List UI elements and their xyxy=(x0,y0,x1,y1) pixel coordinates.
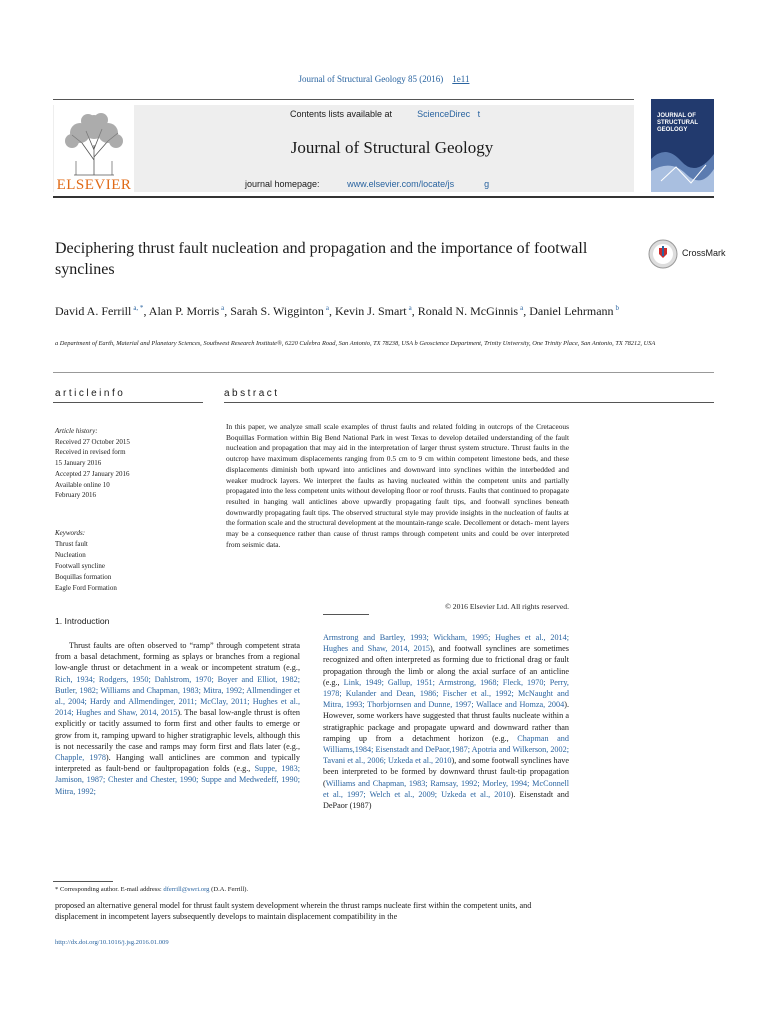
history-line: Accepted 27 January 2016 xyxy=(55,469,130,478)
body-text: ), and some footwall synclines have been interpreted to be formed by downward thrust fault-tip propagation ( xyxy=(323,756,569,788)
article-title: Deciphering thrust fault nucleation and propagation and the importance of footwall synclines xyxy=(55,240,588,278)
footnote-name: (D.A. Ferrill). xyxy=(209,886,249,893)
article-info-heading: articleinfo xyxy=(55,388,126,399)
author-affiliation-marker[interactable]: a xyxy=(520,304,524,312)
contents-prefix: Contents lists available at xyxy=(290,109,393,119)
history-label: Article history: xyxy=(55,427,98,435)
author-affiliations: a Department of Earth, Material and Planetary Sciences, Southwest Research Institute®, 6220 Culebra Road, San Antonio, TX 78238, USA b Geoscience Department, Trinity University, One Trinity Place, San Antonio, TX 78212, USA xyxy=(55,340,656,347)
history-line: February 2016 xyxy=(55,491,97,500)
journal-title: Journal of Structural Geology xyxy=(290,138,494,157)
cover-title: JOURNAL OF STRUCTURAL GEOLOGY xyxy=(657,113,698,133)
page-range-link[interactable]: 1e11 xyxy=(452,74,470,84)
citation-link[interactable]: Link, 1949; Gallup, 1951; Armstrong, 1968; Fleck, 1970; Perry, 1978; Kulander and Dean, 1986; Fischer et al., 1992; McNaught and Mitra, 1993; Thorbjornsen and Dunne, 1997; Wallace and Homza, 2004 xyxy=(323,677,569,710)
history-line: Received 27 October 2015 xyxy=(55,437,130,446)
contents-line xyxy=(290,109,480,119)
body-text: ). However, some workers have suggested that thrust faults nucleate within a stratigraphic package and propagate upward and downward rather than ramping up from a detachment horizon (e.g., xyxy=(323,700,569,743)
body-text: ). Eisenstadt and DePaor (1987) xyxy=(323,789,569,811)
homepage-label: journal homepage: xyxy=(245,179,320,189)
citation-link[interactable]: Williams and Chapman, 1983; Ramsay, 1992; Morley, 1994; McConnell et al., 1997; Welch et al., 2009; Uzkeda et al., 2010 xyxy=(323,778,569,799)
section-heading-introduction: 1. Introduction xyxy=(55,616,110,626)
article-history xyxy=(55,426,215,501)
keyword-item: Boquillas formation xyxy=(55,573,112,581)
author-affiliation-marker[interactable]: a xyxy=(408,304,412,312)
citation-link[interactable]: Armstrong and Bartley, 1993; Wickham, 1995; Hughes et al., 2014; Hughes and Shaw, 2014, 2015 xyxy=(323,633,569,654)
author-name[interactable]: Daniel Lehrmann xyxy=(529,304,614,318)
keywords-label: Keywords: xyxy=(55,529,86,537)
citation-link[interactable]: Chapple, 1978 xyxy=(55,753,106,763)
journal-homepage-link[interactable]: www.elsevier.com/locate/js g xyxy=(347,179,490,189)
author-affiliation-marker[interactable]: a xyxy=(325,304,329,312)
history-line: Received in revised form xyxy=(55,448,126,457)
elsevier-wordmark: ELSEVIER xyxy=(56,177,132,193)
info-top-rule xyxy=(53,372,714,373)
body-text: ). The basal low-angle thrust is often explicitly or tacitly assumed to form first and other faults to emerge or grow from it, ramping upward to higher stratigraphic levels, although this is not necessarily the case and ramps may form first and flats later (e.g., xyxy=(55,708,300,751)
abstract-rule xyxy=(224,402,714,403)
crossmark-icon xyxy=(648,237,678,271)
abstract-heading: abstract xyxy=(224,388,280,399)
header-rule xyxy=(53,99,634,100)
author-name[interactable]: Ronald N. McGinnis xyxy=(417,304,519,318)
footnote-rule xyxy=(53,881,113,882)
abstract-text: In this paper, we analyze small scale examples of thrust faults and related folding in outcrops of the Cretaceous Boquillas Formation within Big Bend National Park in west Texas to develop detailed understanding of the fault nucleation and propagation that may aid in the interpretation of larger thrust system structure. Thrust faults in the outcrop have maximum displacements ranging from 0.5 cm to 9 cm within competent limestone beds, and these displacements diminish both upward into anticlines and downward into synclines within the interbedded and weaker mudrock layers. We interpret the faults as having nucleated within the competent units and partially propagated into the less competent units without developing floor or roof thrusts. Faults that continued to propagate resulted in hanging wall anticlines above upwardly propagating fault tips, and footwall synclines beneath downwardly propagating fault tips. The observed structural style may provide insights in the nucleation of faults at the formation scale and the structural development at the mountain-range scale. Decollement or detach- ment layers may be a consequence rather than cause of thrust ramps through competent units and could be over interpreted from seismic data. xyxy=(226,422,569,549)
keyword-item: Eagle Ford Formation xyxy=(55,584,117,592)
author-name[interactable]: Sarah S. Wigginton xyxy=(230,304,324,318)
article-info-rule xyxy=(53,402,203,403)
crossmark-label: CrossMark xyxy=(682,248,726,258)
author-affiliation-marker[interactable]: a, * xyxy=(133,304,144,312)
author-email-link[interactable]: dferrill@swri.org xyxy=(163,886,210,893)
doi-link[interactable]: http://dx.doi.org/10.1016/j.jsg.2016.01.009 xyxy=(55,939,169,946)
body-text: ), and footwall synclines are sometimes recognized and often interpreted as forming due to frictional drag or fault propagation through the limb or along the axial surface of an anticline (e.g., xyxy=(323,644,569,687)
history-line: 15 January 2016 xyxy=(55,459,102,468)
keywords-block xyxy=(55,528,215,594)
copyright-line: © 2016 Elsevier Ltd. All rights reserved. xyxy=(445,602,569,611)
abstract-end-rule xyxy=(323,614,369,615)
body-text: ). Hanging wall anticlines are common and typically interpreted as fault-bend or faultpropagation folds (e.g., xyxy=(55,753,300,774)
keyword-item: Footwall syncline xyxy=(55,562,105,570)
body-continuation-text: proposed an alternative general model for thrust fault system development wherein the thrust ramps nucleate first within the competent units, and displacement in incompetent layers subsequently develops to maintain displacement compatibility in the xyxy=(55,901,532,922)
header-bottom-rule xyxy=(53,196,714,198)
journal-citation-link[interactable]: Journal of Structural Geology 85 (2016) xyxy=(298,74,444,84)
citation-link[interactable]: Rich, 1934; Rodgers, 1950; Dahlstrom, 1970; Boyer and Elliot, 1982; Butler, 1982; Williams and Chapman, 1983; Mitra, 1992; Allmendinger et al., 2004; Hardy and Allmendinger, 2011; McClay, 2011; Hughes et al., 2014; Hughes and Shaw, 2014, 2015 xyxy=(55,674,300,718)
citation-link[interactable]: Suppe, 1983; Jamison, 1987; Chester and Chester, 1990; Suppe and Medwedeff, 1990; Mitra, 1992; xyxy=(55,764,300,796)
author-name[interactable]: Kevin J. Smart xyxy=(334,304,407,318)
citation-link[interactable]: Chapman and Williams,1984; Eisenstadt and DePaor,1987; Apotria and Wilkerson, 2002; Tavani et al., 2006; Uzkeda et al., 2010 xyxy=(323,733,569,766)
author-list: David A. Ferrill $^{a, *}$, Alan P. Morris $^a$, Sarah S. Wigginton $^a$, Kevin J. Smart $^a$, Ronald N. McGinnis $^a$, Daniel Lehrmann $^b$ xyxy=(55,304,620,318)
history-line: Available online 10 xyxy=(55,480,110,489)
keyword-item: Thrust fault xyxy=(55,540,88,548)
sciencedirect-link[interactable]: ScienceDirec t xyxy=(417,109,481,119)
corresponding-author-footnote xyxy=(55,886,455,893)
author-affiliation-marker[interactable]: b xyxy=(615,304,620,312)
author-name[interactable]: David A. Ferrill xyxy=(55,304,132,318)
keyword-item: Nucleation xyxy=(55,551,86,559)
journal-citation xyxy=(0,74,768,84)
footnote-label: * Corresponding author. E-mail address: xyxy=(55,886,164,893)
body-column-right xyxy=(323,632,569,811)
author-affiliation-marker[interactable]: a xyxy=(221,304,225,312)
author-name[interactable]: Alan P. Morris xyxy=(148,304,220,318)
journal-cover-image[interactable] xyxy=(651,99,714,192)
journal-homepage-line xyxy=(245,179,489,189)
body-column-left xyxy=(55,640,300,797)
body-text: Thrust faults are often observed to “ramp” through competent strata from a basal detachment, forming as splays or branches from a regional low-angle thrust or detachment in a weak or incompetent stratum (e.g., xyxy=(55,641,300,673)
